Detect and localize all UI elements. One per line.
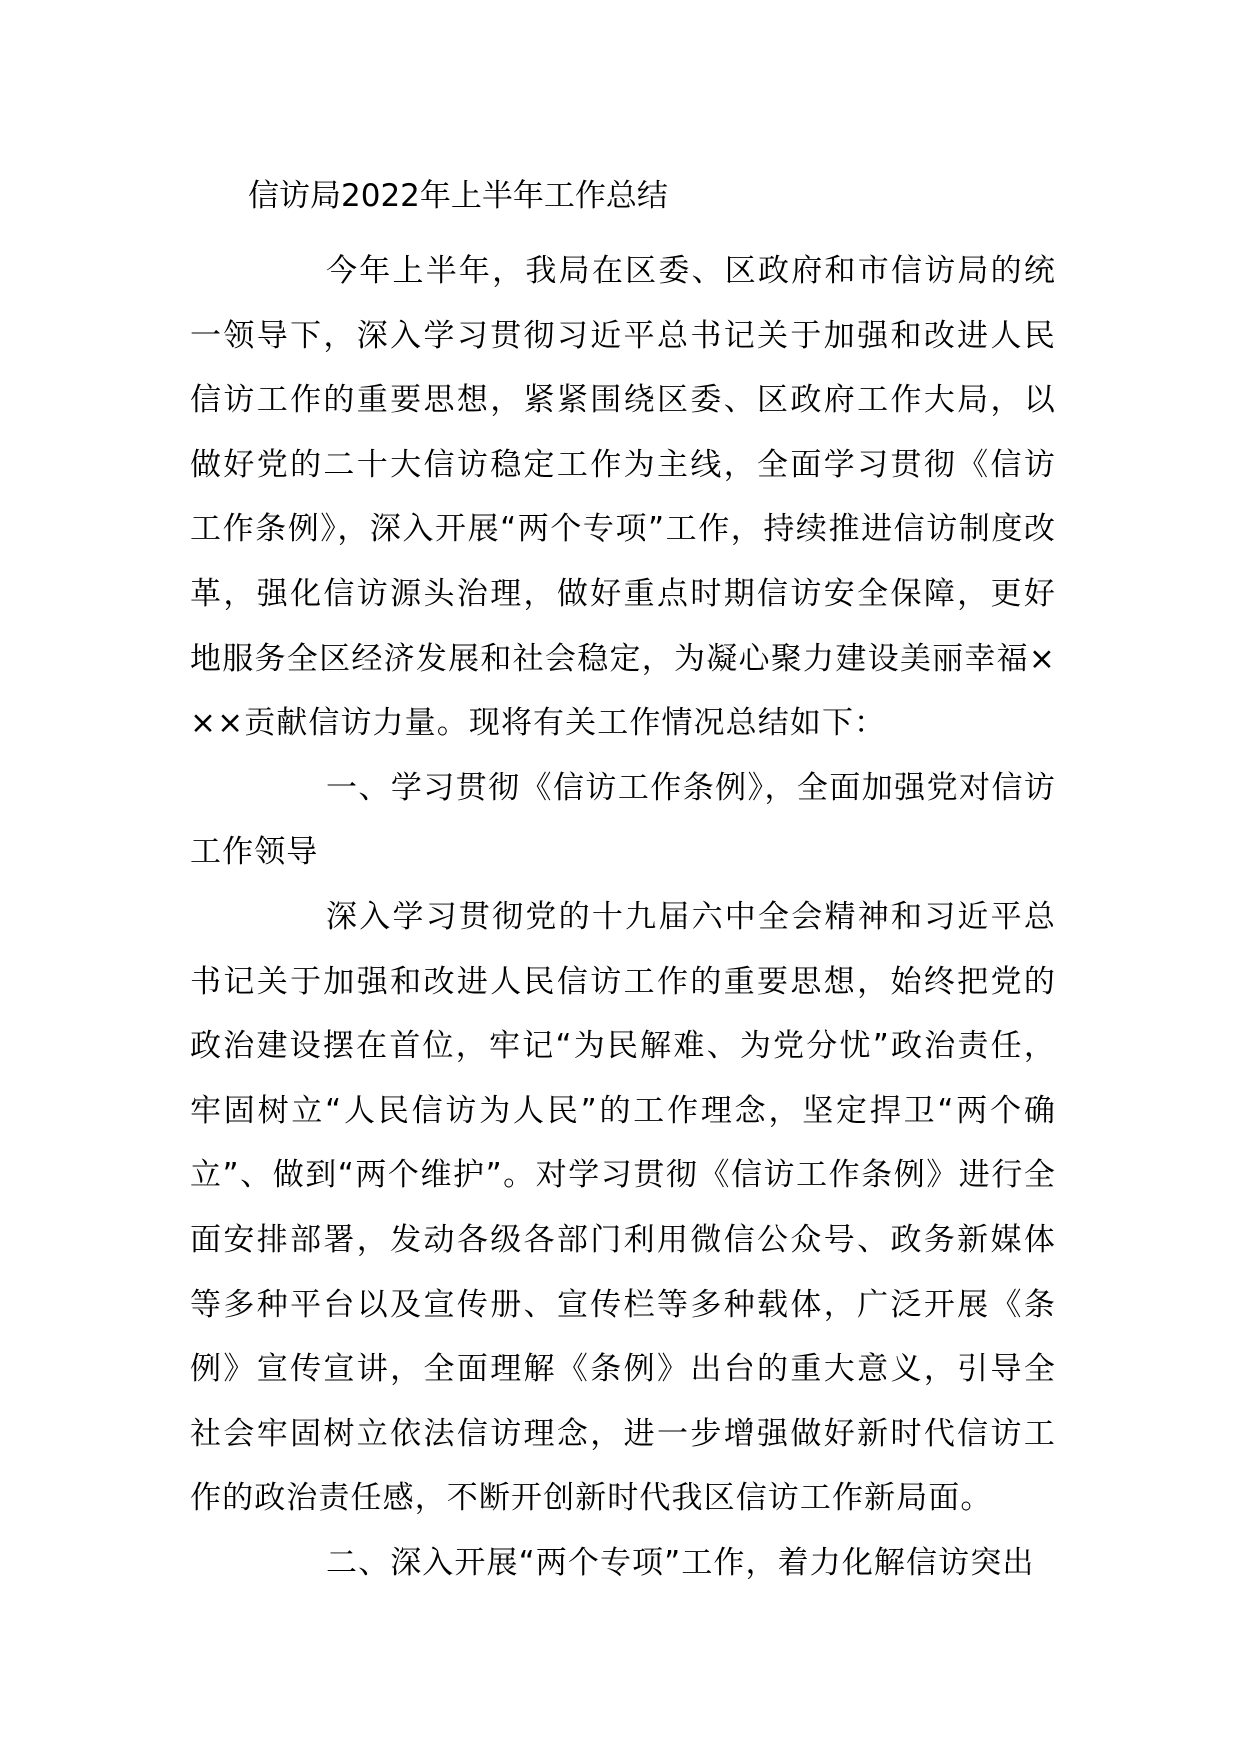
section-heading-1: 一、学习贯彻《信访工作条例》，全面加强党对信访工作领导 <box>190 769 1056 871</box>
section-heading-2: 二、深入开展“两个专项”工作，着力化解信访突出 <box>326 1544 1035 1581</box>
document-body <box>190 239 1056 1595</box>
section-1-paragraph: 深入学习贯彻党的十九届六中全会精神和习近平总书记关于加强和改进人民信访工作的重要思想，始终把党的政治建设摆在首位，牢记“为民解难、为党分忧”政治责任，牢固树立“人民信访为人民”的工作理念，坚定捍卫“两个确立”、做到“两个维护”。对学习贯彻《信访工作条例》进行全面安排部署，发动各级各部门利用微信公众号、政务新媒体等多种平台以及宣传册、宣传栏等多种载体，广泛开展《条例》宣传宣讲，全面理解《条例》出台的重大意义，引导全社会牢固树立依法信访理念，进一步增强做好新时代信访工作的政治责任感，不断开创新时代我区信访工作新局面。 <box>190 898 1056 1517</box>
document-title: 信访局2022年上半年工作总结 <box>248 178 668 214</box>
intro-paragraph: 今年上半年，我局在区委、区政府和市信访局的统一领导下，深入学习贯彻习近平总书记关于加强和改进人民信访工作的重要思想，紧紧围绕区委、区政府工作大局，以做好党的二十大信访稳定工作为主线，全面学习贯彻《信访工作条例》，深入开展“两个专项”工作，持续推进信访制度改革，强化信访源头治理，做好重点时期信访安全保障，更好地服务全区经济发展和社会稳定，为凝心聚力建设美丽幸福×××贡献信访力量。现将有关工作情况总结如下： <box>190 253 1056 742</box>
